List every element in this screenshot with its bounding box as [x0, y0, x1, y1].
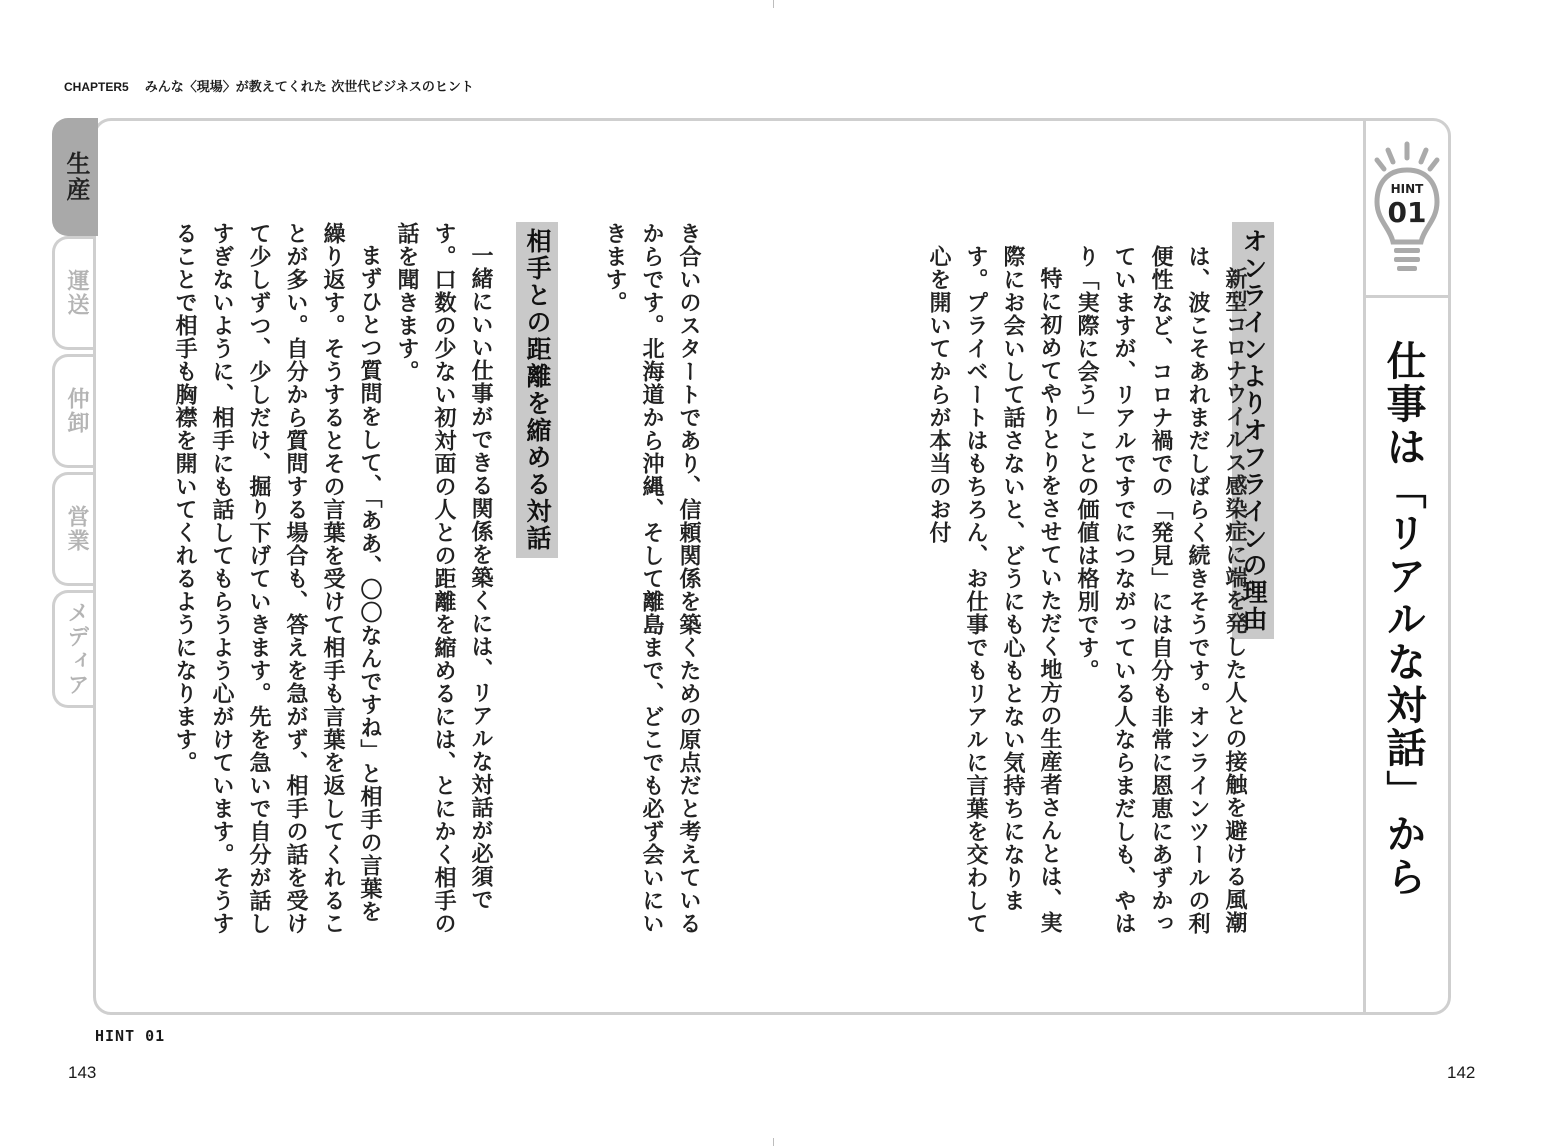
paragraph: 一緒にいい仕事ができる関係を築くには、リアルな対話が必須です。口数の少ない初対面の人との距離を縮めるには、とにかく相手の話を聞きます。 [394, 222, 493, 935]
tab-label: メディア [64, 601, 89, 697]
paragraph: 新型コロナウイルス感染症に端を発した人との接触を避ける風潮は、波こそあれまだしばらく続きそうです。オンラインツールの利便性など、コロナ禍での「発見」には自分も非常に恩恵にあずかっていますが、リアルですでにつながっている人ならまだしも、やはり「実際に会う」ことの価値は格別です。 [1074, 245, 1247, 935]
section-heading-dialogue: 相手との距離を縮める対話 [516, 222, 558, 558]
page-number-left: 143 [68, 1063, 97, 1082]
section-heading-offline: オンラインよりオフラインの理由 [1232, 222, 1274, 639]
tab-label: 仲卸 [64, 387, 89, 435]
hint-badge-number: 01 [1387, 196, 1427, 229]
body-text-section1 [920, 245, 1253, 945]
tab-wholesale[interactable] [52, 354, 98, 468]
crop-mark-top [773, 0, 774, 8]
body-text-section2 [596, 222, 707, 937]
chapter-subtitle: みんな〈現場〉が教えてくれた 次世代ビジネスのヒント [144, 80, 474, 95]
body-text-section3 [166, 222, 499, 937]
page-title: 仕事は「リアルな対話」から [1380, 340, 1426, 899]
tab-transport[interactable] [52, 236, 98, 350]
lightbulb-icon [1372, 138, 1442, 283]
running-header [64, 76, 474, 95]
tab-media[interactable] [52, 590, 98, 708]
badge-divider [1366, 295, 1448, 298]
chapter-label: CHAPTER5 [64, 80, 129, 94]
paragraph: き合いのスタートであり、信頼関係を築くための原点だと考えているからです。北海道から沖縄、そして離島まで、どこでも必ず会いにいきます。 [602, 222, 701, 935]
tab-production[interactable] [52, 118, 98, 236]
title-panel-divider [1363, 118, 1366, 1015]
tab-label: 運送 [64, 269, 89, 317]
page-number-right: 142 [1447, 1063, 1476, 1082]
tab-sales[interactable] [52, 472, 98, 586]
paragraph: まずひとつ質問をして、「ああ、〇〇なんですね」と相手の言葉を繰り返す。そうするとその言葉を受けて相手も言葉を返してくれることが多い。自分から質問する場合も、答えを急がず、相手の話を受けて少しずつ、少しだけ、掘り下げていきます。先を急いで自分が話しすぎないように、相手にも話してもらうよう心がけています。そうすることで相手も胸襟を開いてくれるようになります。 [172, 222, 382, 935]
tab-label: 生産 [62, 151, 90, 203]
crop-mark-bottom [773, 1138, 774, 1146]
tab-label: 営業 [64, 505, 89, 553]
footer-hint-label: HINT 01 [95, 1027, 166, 1045]
hint-badge-word: HINT [1390, 182, 1424, 196]
paragraph: 特に初めてやりとりをさせていただく地方の生産者さんとは、実際にお会いして話さないと、どうにも心もとない気持ちになります。プライベートはもちろん、お仕事でもリアルに言葉を交わして心を開いてからが本当のお付 [926, 245, 1062, 935]
